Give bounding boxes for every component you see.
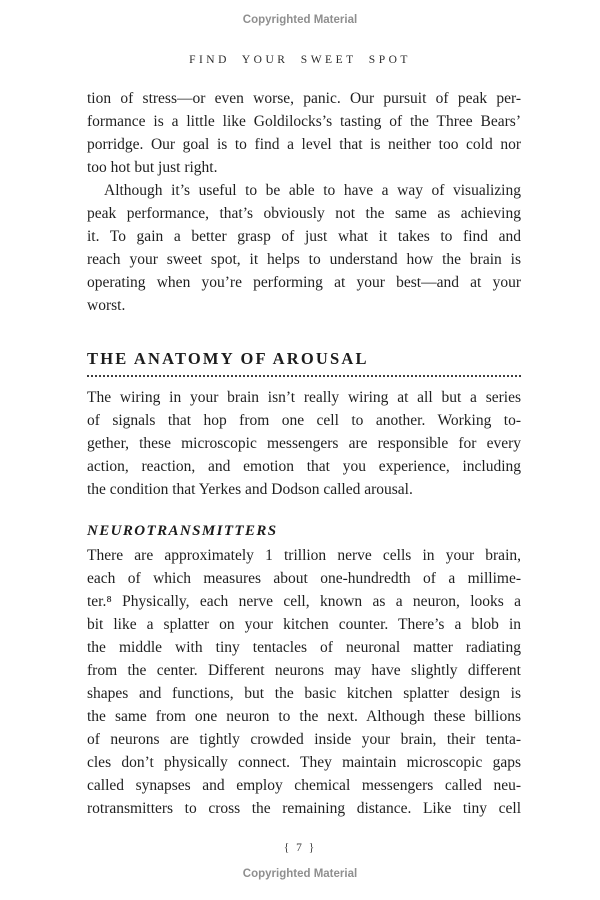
text-line: each of which measures about one-hundredth of a millime- [87, 570, 521, 587]
text-line: reach your sweet spot, it helps to understand how the brain is [87, 251, 521, 268]
text-line: The wiring in your brain isn’t really wiring at all but a series [87, 389, 521, 406]
text-line: the middle with tiny tentacles of neuronal matter radiating [87, 639, 521, 656]
text-line: action, reaction, and emotion that you experience, including [87, 458, 521, 475]
copyright-notice-top: Copyrighted Material [242, 14, 358, 26]
text-line: gether, these microscopic messengers are responsible for every [87, 435, 521, 452]
body-text-column [87, 87, 521, 820]
text-line: cles don’t physically connect. They maintain microscopic gaps [87, 754, 521, 771]
subsection-heading: NEUROTRANSMITTERS [87, 523, 278, 539]
paragraph-4 [87, 544, 521, 820]
text-line: of signals that hop from one cell to another. Working to- [87, 412, 521, 429]
text-line: tion of stress—or even worse, panic. Our pursuit of peak per- [87, 90, 521, 107]
text-line: the condition that Yerkes and Dodson called arousal. [87, 481, 413, 498]
paragraph-2 [87, 179, 521, 317]
text-line: called synapses and employ chemical messengers called neu- [87, 777, 521, 794]
section-heading: THE ANATOMY OF AROUSAL [87, 349, 521, 377]
text-line: formance is a little like Goldilocks’s tasting of the Three Bears’ [87, 113, 521, 130]
text-line: it. To gain a better grasp of just what it takes to find and [87, 228, 521, 245]
paragraph-1 [87, 87, 521, 179]
text-line: peak performance, that’s obviously not the same as achieving [87, 205, 521, 222]
text-line: operating when you’re performing at your best—and at your [87, 274, 521, 291]
text-line: of neurons are tightly crowded inside your brain, their tenta- [87, 731, 521, 748]
text-line: Although it’s useful to be able to have a way of visualizing [104, 182, 521, 199]
text-line: rotransmitters to cross the remaining distance. Like tiny cell [87, 800, 521, 817]
running-header: FIND YOUR SWEET SPOT [189, 54, 411, 66]
text-line: ter.⁸ Physically, each nerve cell, known as a neuron, looks a [87, 593, 521, 610]
text-line: porridge. Our goal is to find a level that is neither too cold nor [87, 136, 521, 153]
text-line: from the center. Different neurons may have slightly different [87, 662, 521, 679]
text-line: bit like a splatter on your kitchen counter. There’s a blob in [87, 616, 521, 633]
text-line: too hot but just right. [87, 159, 218, 176]
page-number: { 7 } [283, 842, 317, 854]
text-line: the same from one neuron to the next. Although these billions [87, 708, 521, 725]
text-line: shapes and functions, but the basic kitchen splatter design is [87, 685, 521, 702]
text-line: worst. [87, 297, 126, 314]
paragraph-3 [87, 386, 521, 501]
text-line: There are approximately 1 trillion nerve cells in your brain, [87, 547, 521, 564]
copyright-notice-bottom: Copyrighted Material [242, 868, 358, 880]
